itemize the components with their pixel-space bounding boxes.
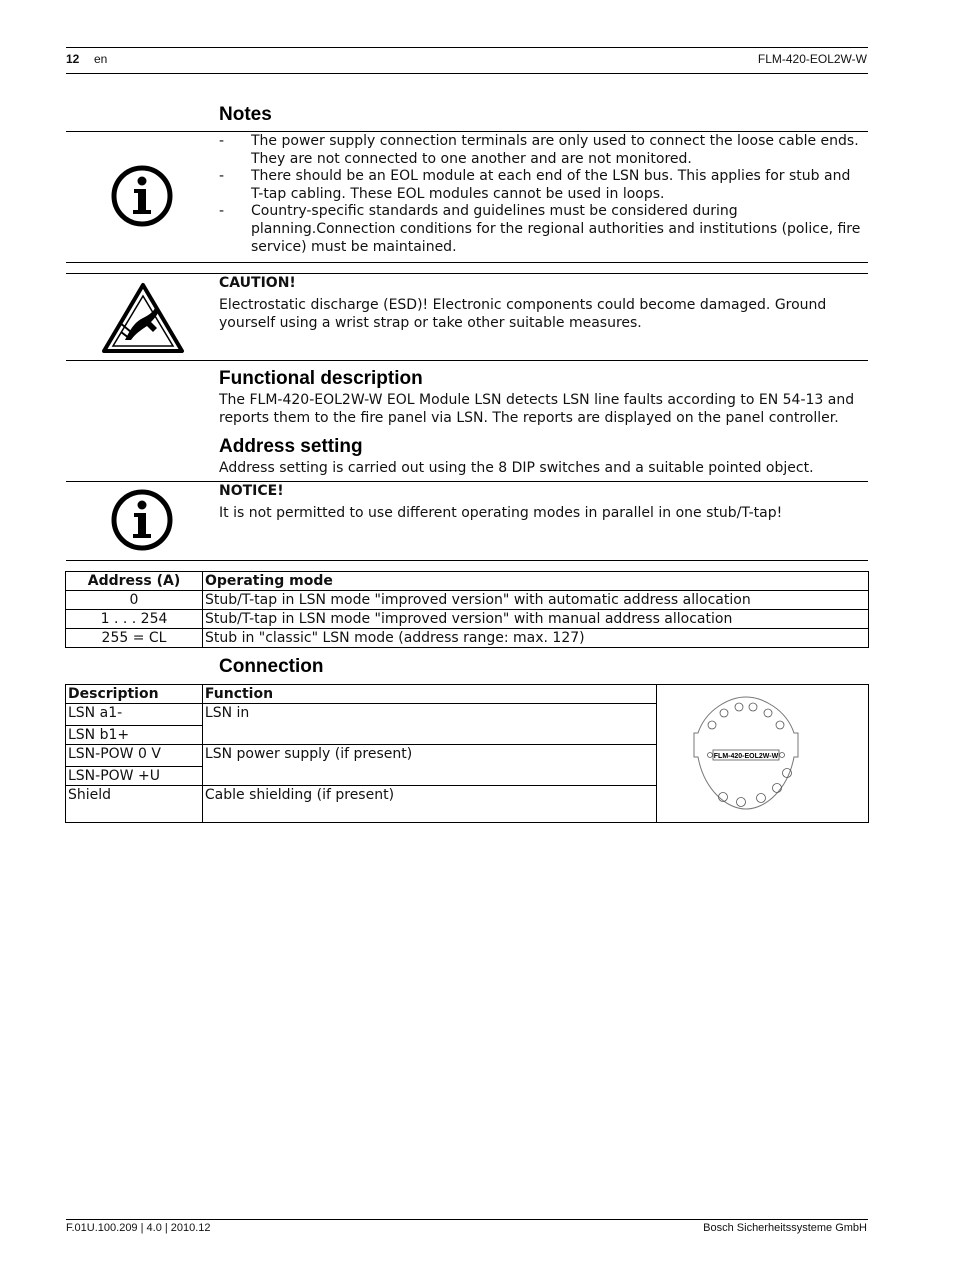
table-cell: LSN power supply (if present) — [202, 745, 656, 786]
address-table — [65, 571, 869, 648]
footer-company: Bosch Sicherheitssysteme GmbH — [703, 1222, 867, 1234]
footer-doc-id: F.01U.100.209 | 4.0 | 2010.12 — [66, 1222, 211, 1234]
table-cell: 255 = CL — [66, 629, 203, 648]
caution-text: Electrostatic discharge (ESD)! Electronic components could become damaged. Ground yourself using a wrist strap or take other suitable measures. — [219, 297, 827, 331]
table-header-cell: Address (A) — [66, 572, 203, 591]
header-bottom-rule — [66, 73, 868, 74]
table-cell: Shield — [66, 786, 203, 823]
caution-bottom-rule — [66, 360, 868, 361]
header-top-rule — [66, 47, 868, 48]
esd-warning-icon — [101, 282, 185, 354]
table-cell: LSN-POW 0 V — [66, 745, 203, 767]
table-header-cell: Description — [66, 685, 203, 704]
address-title: Address setting — [219, 436, 363, 457]
caution-label: CAUTION! — [219, 275, 296, 291]
table-cell: Stub/T-tap in LSN mode "improved version" with manual address allocation — [203, 610, 869, 629]
table-cell: 0 — [66, 591, 203, 610]
table-row — [66, 629, 869, 648]
info-icon — [110, 488, 174, 552]
module-label: FLM-420-EOL2W-W — [713, 753, 779, 760]
table-cell: Stub in "classic" LSN mode (address range: max. 127) — [203, 629, 869, 648]
table-header-row — [66, 685, 869, 704]
table-cell: LSN a1- — [66, 704, 203, 726]
module-diagram — [657, 685, 868, 817]
page-number: 12 — [66, 52, 80, 66]
notes-item: - There should be an EOL module at each end of the LSN bus. This applies for stub and T-tap cabling. These EOL modules cannot be used in loops. — [219, 168, 867, 203]
info-icon — [110, 164, 174, 228]
notes-top-rule — [66, 131, 868, 132]
module-diagram-cell — [657, 685, 869, 823]
table-header-cell: Function — [202, 685, 656, 704]
table-cell: Stub/T-tap in LSN mode "improved version" with automatic address allocation — [203, 591, 869, 610]
notice-label: NOTICE! — [219, 483, 284, 499]
address-text: Address setting is carried out using the 8 DIP switches and a suitable pointed object. — [219, 460, 814, 476]
notes-list — [219, 133, 867, 256]
table-cell: 1 . . . 254 — [66, 610, 203, 629]
page-language: en — [94, 52, 108, 66]
table-cell: LSN b1+ — [66, 726, 203, 745]
caution-top-rule — [66, 273, 868, 274]
notice-text: It is not permitted to use different operating modes in parallel in one stub/T-tap! — [219, 505, 783, 521]
notice-bottom-rule — [66, 560, 868, 561]
table-row — [66, 591, 869, 610]
notes-item: - The power supply connection terminals are only used to connect the loose cable ends. They are not connected to one another and are not monitored. — [219, 133, 867, 168]
table-header-row — [66, 572, 869, 591]
product-name: FLM-420-EOL2W-W — [757, 52, 867, 66]
functional-title: Functional description — [219, 368, 423, 389]
notice-top-rule — [66, 481, 868, 482]
table-header-cell: Operating mode — [203, 572, 869, 591]
notes-bottom-rule — [66, 262, 868, 263]
table-row — [66, 610, 869, 629]
notes-title: Notes — [219, 104, 272, 125]
connection-table — [65, 684, 869, 823]
notes-item: - Country-specific standards and guidelines must be considered during planning.Connection conditions for the regional authorities and institutions (police, fire service) must be maintained. — [219, 203, 867, 256]
connection-title: Connection — [219, 656, 324, 677]
table-cell: Cable shielding (if present) — [202, 786, 656, 823]
footer-rule — [66, 1219, 868, 1220]
table-cell: LSN in — [202, 704, 656, 745]
functional-text: The FLM-420-EOL2W-W EOL Module LSN detects LSN line faults according to EN 54-13 and reports them to the fire panel via LSN. The reports are displayed on the panel controller. — [219, 392, 855, 426]
table-cell: LSN-POW +U — [66, 767, 203, 786]
